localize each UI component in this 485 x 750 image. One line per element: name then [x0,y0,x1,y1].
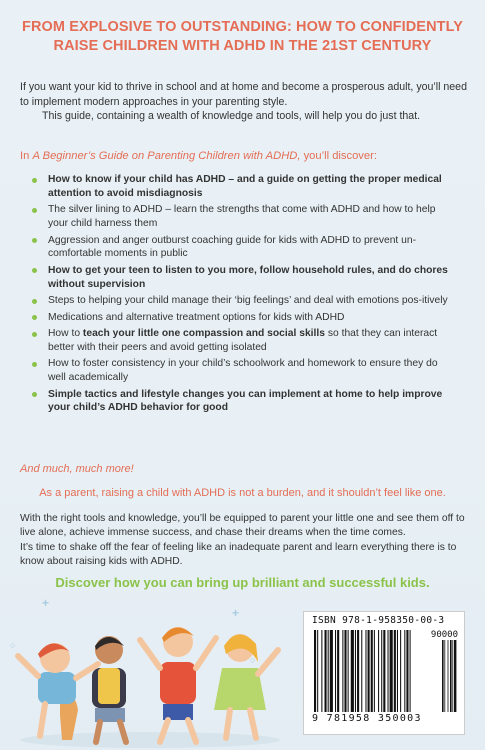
discover-suffix: you’ll discover: [300,150,377,162]
plus-decoration-icon: + [232,606,240,620]
list-item: How to teach your little one compassion and social skills so that they can interact better with their peers and avoid getting isolated [38,327,458,355]
list-item: Aggression and anger outburst coaching guide for kids with ADHD to prevent un-comfortable moments in public [38,234,458,262]
back-cover-title [20,18,465,56]
bullet-dot-icon [32,238,37,243]
closing-paragraph-2: It’s time to shake off the fear of feeling like an inadequate parent and learn everything there is to know about raising kids with ADHD. [20,542,457,567]
barcode-number: 9 781958 350003 [312,713,422,724]
list-item: How to get your teen to listen to you more, follow household rules, and do chores without supervision [38,264,458,292]
bullet-dot-icon [32,208,37,213]
bullet-dot-icon [32,332,37,337]
kid-girl-icon [214,634,278,738]
list-item: The silver lining to ADHD – learn the strengths that come with ADHD and how to help your child harness them [38,203,458,231]
list-item: Simple tactics and lifestyle changes you can implement at home to help improve your child’s ADHD behavior for good [38,388,458,416]
intro-section [20,80,470,124]
book-title: A Beginner’s Guide on Parenting Children with ADHD, [32,150,301,162]
and-more-text: And much, much more! [20,463,134,475]
list-item: How to know if your child has ADHD – and a guide on getting the proper medical attention to avoid misdiagnosis [38,173,458,201]
call-to-action: Discover how you can bring up brilliant and successful kids. [55,575,430,590]
discover-heading [20,150,470,162]
price-code: 90000 [430,630,458,640]
barcode-area [303,611,465,735]
barcode-graphic [312,630,460,712]
benefits-list [38,173,458,418]
circle-decoration-icon: ○ [10,640,16,650]
kid-dark-hair-icon [92,636,126,742]
kids-illustration [0,590,300,750]
bullet-dot-icon [32,178,37,183]
bullet-dot-icon [32,362,37,367]
bullet-dot-icon [32,392,37,397]
isbn-text: ISBN 978-1-958350-00-3 [312,615,445,626]
closing-section [20,512,472,570]
intro-paragraph-1: If you want your kid to thrive in school and at home and become a prosperous adult, you’ll need to implement modern approaches in your parenting style. [20,81,467,108]
list-item: How to foster consistency in your child’s schoolwork and homework to ensure they do well academically [38,357,458,385]
kid-orange-hair-icon [140,627,216,742]
title-line-1: FROM EXPLOSIVE TO OUTSTANDING: HOW TO CONFIDENTLY [22,19,463,35]
list-item: Medications and alternative treatment options for kids with ADHD [38,311,458,325]
closing-paragraph-1: With the right tools and knowledge, you’ll be equipped to parent your little one and see them off to live alone, achieve immense success, and chase their dreams when the time comes. [20,513,465,538]
kid-red-hair-icon [18,643,98,740]
list-item: Steps to helping your child manage their ‘big feelings’ and deal with emotions pos-itively [38,294,458,308]
intro-paragraph-2: This guide, containing a wealth of knowledge and tools, will help you do just that. [42,110,421,122]
plus-decoration-icon: + [42,596,50,610]
bullet-dot-icon [32,315,37,320]
discover-prefix: In [20,150,33,162]
circle-decoration-icon: ○ [250,655,256,665]
parent-statement: As a parent, raising a child with ADHD is not a burden, and it shouldn’t feel like one. [39,487,446,499]
bullet-dot-icon [32,268,37,273]
bullet-dot-icon [32,299,37,304]
title-line-2: RAISE CHILDREN WITH ADHD IN THE 21ST CENTURY [53,38,432,54]
